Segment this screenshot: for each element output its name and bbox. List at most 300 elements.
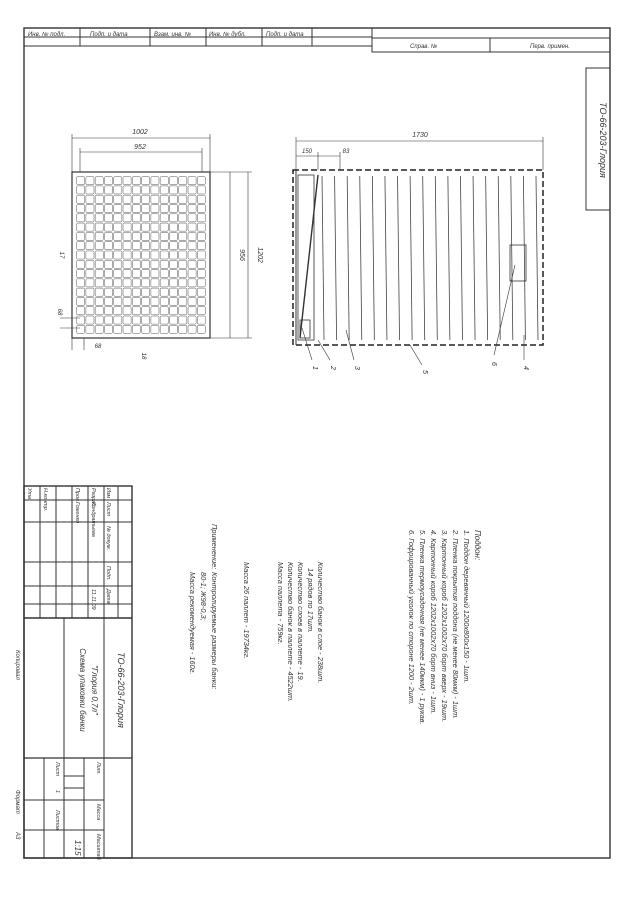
can-cell <box>188 260 196 268</box>
can-cell <box>151 279 159 287</box>
can-cell <box>169 270 177 278</box>
can-cell <box>86 223 94 231</box>
can-cell <box>123 251 131 259</box>
can-cell <box>142 232 150 240</box>
can-cell <box>179 177 187 185</box>
can-cell <box>160 204 168 212</box>
can-cell <box>169 307 177 315</box>
can-cell <box>123 223 131 231</box>
tb-sheets: Листов <box>54 810 60 831</box>
footer-format-value: А3 <box>14 832 20 840</box>
tb-n-kontr: Н.контр. <box>42 488 48 512</box>
controlled-2: 80-1; Ж98-0,3; <box>199 572 208 621</box>
can-cell <box>142 288 150 296</box>
can-cell <box>151 214 159 222</box>
can-cell <box>114 325 122 333</box>
tb-prov: Пров. <box>74 488 80 503</box>
can-cell <box>151 195 159 203</box>
can-cell <box>179 260 187 268</box>
can-cell <box>95 325 103 333</box>
layer-line <box>536 176 538 340</box>
application-label: Применение: <box>210 524 219 570</box>
doc-code-top: ТО-66-203-Глория <box>598 102 608 178</box>
can-cell <box>151 307 159 315</box>
can-cell <box>77 307 85 315</box>
can-cell <box>169 232 177 240</box>
can-cell <box>95 251 103 259</box>
can-cell <box>123 204 131 212</box>
can-cell <box>169 279 177 287</box>
can-cell <box>197 195 205 203</box>
can-cell <box>95 260 103 268</box>
can-cell <box>132 214 140 222</box>
top-podp-data-1: Подп. и дата <box>90 32 128 38</box>
can-cell <box>132 288 140 296</box>
can-cell <box>197 232 205 240</box>
can-cell <box>142 260 150 268</box>
can-cell <box>77 316 85 324</box>
can-cell <box>132 297 140 305</box>
tb-sheet: Лист <box>54 762 60 777</box>
layer-line <box>322 176 324 340</box>
can-cell <box>114 242 122 250</box>
can-cell <box>104 204 112 212</box>
can-cell <box>151 260 159 268</box>
dim-a: 150 <box>301 149 313 155</box>
layer-line <box>498 176 500 340</box>
can-cell <box>95 307 103 315</box>
can-cell <box>188 316 196 324</box>
tb-n-dokum: № докум. <box>105 526 111 551</box>
can-cell <box>160 288 168 296</box>
can-cell <box>197 186 205 194</box>
can-cell <box>160 297 168 305</box>
callout-4: 4 <box>522 366 529 370</box>
can-cell <box>151 186 159 194</box>
can-cell <box>151 177 159 185</box>
tb-mass: Масса <box>95 804 101 821</box>
notes-heading: Поддон: <box>473 530 482 561</box>
can-cell <box>123 325 131 333</box>
dim-height-inner: 956 <box>238 249 245 261</box>
can-cell <box>77 214 85 222</box>
callout-2: 2 <box>329 366 336 370</box>
can-cell <box>123 297 131 305</box>
can-cell <box>169 186 177 194</box>
can-cell <box>197 251 205 259</box>
layer-line <box>460 176 462 340</box>
can-cell <box>114 214 122 222</box>
can-cell <box>197 316 205 324</box>
layer-line <box>435 176 437 340</box>
can-cell <box>197 260 205 268</box>
can-cell <box>132 204 140 212</box>
can-cell <box>114 251 122 259</box>
can-cell <box>142 204 150 212</box>
can-cell <box>179 214 187 222</box>
can-cell <box>142 279 150 287</box>
can-cell <box>95 214 103 222</box>
can-cell <box>160 177 168 185</box>
can-cell <box>86 270 94 278</box>
can-cell <box>104 325 112 333</box>
can-cell <box>95 177 103 185</box>
can-cell <box>77 242 85 250</box>
can-cell <box>142 214 150 222</box>
can-cell <box>104 242 112 250</box>
can-cell <box>179 251 187 259</box>
can-cell <box>160 260 168 268</box>
can-cell <box>188 204 196 212</box>
can-cell <box>169 204 177 212</box>
tb-podp: Подп. <box>105 566 111 581</box>
footer-format: Формат <box>14 790 20 814</box>
can-cell <box>169 297 177 305</box>
can-cell <box>123 307 131 315</box>
layer-line <box>360 176 362 340</box>
can-cell <box>132 279 140 287</box>
title-block <box>24 486 132 858</box>
layer-line <box>423 176 425 340</box>
can-cell <box>132 270 140 278</box>
qty-4: Количество банок в паллете - 4522шт. <box>286 562 295 703</box>
can-cell <box>104 270 112 278</box>
can-cell <box>197 307 205 315</box>
can-cell <box>86 316 94 324</box>
can-cell <box>188 214 196 222</box>
can-cell <box>160 307 168 315</box>
top-perv-primen: Перв. примен. <box>530 44 570 50</box>
can-cell <box>179 307 187 315</box>
note-item-2: 2. Пленка покрытия поддона (не менее 80мкм) - 1шт. <box>451 530 460 720</box>
can-cell <box>179 316 187 324</box>
can-cell <box>86 279 94 287</box>
can-cell <box>160 195 168 203</box>
can-cell <box>123 177 131 185</box>
controlled-1: Контролируемые размеры банки: <box>210 572 219 690</box>
note-item-3: 3. Картонный короб 1202х1002х70 борт вверх - 19шт. <box>440 530 449 723</box>
can-cell <box>169 223 177 231</box>
can-cell <box>86 232 94 240</box>
can-cell <box>77 186 85 194</box>
can-cell <box>151 204 159 212</box>
note-item-1: 1. Поддон деревянный 1200х800х150 - 1шт. <box>462 530 471 684</box>
can-cell <box>132 307 140 315</box>
can-cell <box>123 288 131 296</box>
can-cell <box>179 195 187 203</box>
can-cell <box>160 279 168 287</box>
can-cell <box>104 307 112 315</box>
can-cell <box>179 279 187 287</box>
can-cell <box>104 279 112 287</box>
can-cell <box>77 297 85 305</box>
can-cell <box>197 288 205 296</box>
top-inv-dubl: Инв. № дубл. <box>209 32 246 38</box>
can-cell <box>188 325 196 333</box>
can-cell <box>95 204 103 212</box>
can-cell <box>86 242 94 250</box>
can-cell <box>86 288 94 296</box>
callout-5: 5 <box>421 370 428 374</box>
can-cell <box>123 186 131 194</box>
can-cell <box>77 232 85 240</box>
can-cell <box>151 270 159 278</box>
tb-utv: Утв. <box>26 488 32 501</box>
qty-1: Количество банок в слое - 238шт. <box>316 562 325 684</box>
can-cell <box>179 297 187 305</box>
can-cell <box>142 195 150 203</box>
can-cell <box>160 223 168 231</box>
can-cell <box>86 251 94 259</box>
can-cell <box>95 195 103 203</box>
can-cell <box>160 186 168 194</box>
layer-line <box>335 176 337 340</box>
can-cell <box>132 316 140 324</box>
can-cell <box>132 251 140 259</box>
can-cell <box>169 288 177 296</box>
tb-data: Дата <box>105 589 111 604</box>
sheet-frame <box>24 28 610 858</box>
notes-block <box>407 529 482 725</box>
dim-total: 1730 <box>412 132 428 139</box>
tb-razrab-name: Кондратьева <box>90 502 96 537</box>
dim-cell-v: 68 <box>56 308 62 316</box>
can-cell <box>142 270 150 278</box>
note-item-5: 5. Пленка термоусадочная (не менее 140мкм) - 1 рукав. <box>418 530 427 725</box>
tb-razrab: Разраб. <box>90 488 96 508</box>
callout-6: 6 <box>490 362 497 366</box>
can-cell <box>77 251 85 259</box>
layer-line <box>385 176 387 340</box>
can-cell <box>104 260 112 268</box>
can-cell <box>188 307 196 315</box>
title-block-labels <box>26 487 126 861</box>
can-cell <box>123 242 131 250</box>
can-cell <box>95 279 103 287</box>
layer-line <box>410 176 412 340</box>
can-cell <box>77 325 85 333</box>
footer-kopiroval: Копировал <box>14 650 20 680</box>
pallet-side-view <box>293 137 543 365</box>
can-cell <box>169 316 177 324</box>
layer-line <box>486 176 488 340</box>
can-cell <box>123 279 131 287</box>
can-cell <box>188 288 196 296</box>
can-cell <box>132 195 140 203</box>
tb-list: Лист <box>105 502 111 517</box>
can-cell <box>86 177 94 185</box>
can-cell <box>142 307 150 315</box>
dim-cell-h: 68 <box>94 344 102 350</box>
can-cell <box>151 251 159 259</box>
can-cell <box>114 232 122 240</box>
dim-b: 83 <box>342 149 350 155</box>
dim-side: 17 <box>58 251 64 259</box>
can-cell <box>123 214 131 222</box>
quantities-block <box>276 562 325 702</box>
note-item-6: 6. Гофрированный уголок по стороне 1200 - 2шт. <box>407 530 416 706</box>
tb-doc-title-2: "Глория 0,7л" <box>90 665 99 715</box>
can-cell <box>179 288 187 296</box>
can-cell <box>160 251 168 259</box>
can-cell <box>104 232 112 240</box>
can-cell <box>197 223 205 231</box>
can-cell <box>114 316 122 324</box>
can-cell <box>132 177 140 185</box>
can-cell <box>179 242 187 250</box>
can-cell <box>142 316 150 324</box>
can-cell <box>95 186 103 194</box>
top-sprav: Справ. № <box>410 44 438 50</box>
dim-bottom: 18 <box>140 352 146 360</box>
can-cell <box>151 288 159 296</box>
can-cell <box>132 242 140 250</box>
tb-izm: Изм <box>105 488 111 499</box>
can-cell <box>132 325 140 333</box>
can-cell <box>169 251 177 259</box>
can-cell <box>169 260 177 268</box>
can-cell <box>95 297 103 305</box>
can-cell <box>169 242 177 250</box>
can-cell <box>142 223 150 231</box>
can-cell <box>104 251 112 259</box>
can-cell <box>77 177 85 185</box>
can-cell <box>179 223 187 231</box>
top-vzam-inv: Взам. инв. № <box>154 32 192 38</box>
can-cell <box>86 186 94 194</box>
can-cell <box>188 195 196 203</box>
can-cell <box>188 232 196 240</box>
dim-width-outer: 1002 <box>132 129 148 136</box>
tb-prov-name: Гоженко <box>74 502 80 524</box>
can-cell <box>151 242 159 250</box>
tb-doc-title-1: Схема упаковки банки <box>78 648 87 732</box>
can-cell <box>104 288 112 296</box>
layer-line <box>347 176 349 340</box>
can-cell <box>104 297 112 305</box>
can-cell <box>114 223 122 231</box>
can-cell <box>188 270 196 278</box>
can-cell <box>160 270 168 278</box>
can-cell <box>188 251 196 259</box>
can-cell <box>197 214 205 222</box>
can-cell <box>114 177 122 185</box>
can-cell <box>104 195 112 203</box>
pallet-top-view <box>60 134 252 350</box>
layer-line <box>511 176 513 340</box>
can-cell <box>197 242 205 250</box>
can-cell <box>114 307 122 315</box>
can-cell <box>123 316 131 324</box>
can-cell <box>197 279 205 287</box>
controlled-3: Масса рекомендуемая - 160г. <box>188 572 197 675</box>
can-cell <box>86 195 94 203</box>
can-cell <box>160 325 168 333</box>
top-podp-data-2: Подп. и дата <box>266 32 304 38</box>
can-cell <box>197 177 205 185</box>
can-cell <box>86 204 94 212</box>
can-cell <box>104 316 112 324</box>
can-cell <box>179 325 187 333</box>
layer-line <box>372 176 374 340</box>
can-cell <box>77 195 85 203</box>
can-cell <box>132 223 140 231</box>
can-cell <box>179 186 187 194</box>
can-cell <box>114 279 122 287</box>
can-cell <box>77 223 85 231</box>
note-item-4: 4. Картонный короб 1202х1002х70 борт вниз - 1шт. <box>429 530 438 715</box>
can-cell <box>142 186 150 194</box>
can-cell <box>114 270 122 278</box>
can-cell <box>123 195 131 203</box>
tb-doc-code: ТО-66-203-Глория <box>116 652 126 728</box>
layer-line <box>398 176 400 340</box>
can-cell <box>151 223 159 231</box>
can-cell <box>123 270 131 278</box>
can-cell <box>151 316 159 324</box>
can-cell <box>142 177 150 185</box>
qty-5: Масса паллета - 759кг. <box>276 562 285 645</box>
can-cell <box>77 204 85 212</box>
can-cell <box>179 232 187 240</box>
can-cell <box>160 242 168 250</box>
can-cell <box>95 232 103 240</box>
can-cell <box>179 270 187 278</box>
controlled-block <box>188 572 219 689</box>
can-cell <box>104 223 112 231</box>
callout-3: 3 <box>353 366 360 370</box>
can-cell <box>188 242 196 250</box>
can-cell <box>95 288 103 296</box>
can-cell <box>104 186 112 194</box>
can-cell <box>86 260 94 268</box>
tb-lit: Лит. <box>95 762 101 775</box>
tb-data-value: 11.11.09 <box>90 589 96 610</box>
layer-line <box>523 176 525 340</box>
can-cell <box>114 204 122 212</box>
qty-3: Количество слоев в паллете - 19. <box>296 562 305 682</box>
can-cell <box>142 251 150 259</box>
can-cell <box>188 279 196 287</box>
can-cell <box>197 204 205 212</box>
can-cell <box>142 297 150 305</box>
can-cell <box>169 195 177 203</box>
can-cell <box>160 232 168 240</box>
can-cell <box>86 307 94 315</box>
can-cell <box>169 214 177 222</box>
can-cell <box>114 186 122 194</box>
can-cell <box>95 270 103 278</box>
can-cell <box>188 223 196 231</box>
layer-line <box>448 176 450 340</box>
can-cell <box>169 177 177 185</box>
can-cell <box>132 260 140 268</box>
can-cell <box>188 297 196 305</box>
tb-sheet-num: 1 <box>54 790 60 794</box>
can-cell <box>86 297 94 305</box>
can-cell <box>160 214 168 222</box>
can-cell <box>197 270 205 278</box>
can-cell <box>151 232 159 240</box>
can-cell <box>151 297 159 305</box>
can-cell <box>151 325 159 333</box>
can-cell <box>114 297 122 305</box>
can-cell <box>114 288 122 296</box>
top-inv-podl: Инв. № подл. <box>28 32 66 38</box>
can-cell <box>179 204 187 212</box>
can-cell <box>86 325 94 333</box>
can-cell <box>123 260 131 268</box>
